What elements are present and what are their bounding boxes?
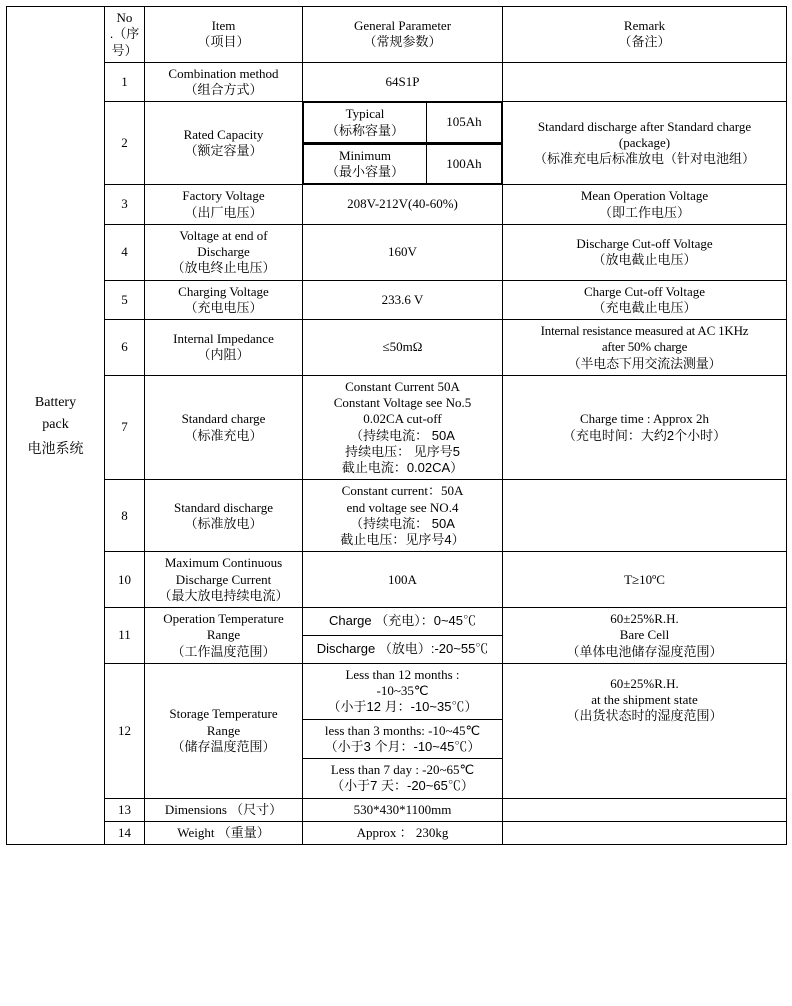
row-remark: T≥10ºC [503, 552, 787, 608]
param-line: 持续电压： 见序号5 [345, 443, 460, 459]
row-parameter-subcell [303, 102, 503, 144]
header-remark-cn: （备注） [618, 34, 671, 50]
header-parameter [303, 7, 503, 63]
param-line: 0.02CA cut-off [363, 411, 442, 427]
row-no: 8 [105, 480, 145, 552]
row-remark-en2: (package) [618, 135, 671, 151]
param-line: less than 3 months: -10~45℃ [324, 722, 481, 738]
table-row [7, 663, 787, 719]
row-no: 14 [105, 821, 145, 844]
row-item-cn: （工作温度范围） [171, 643, 276, 659]
row-item-en2: Range [206, 722, 241, 738]
param-line: Constant Current 50A [345, 378, 460, 394]
row-item [145, 375, 303, 480]
row-parameter: 160V [303, 224, 503, 280]
system-column-cell [7, 7, 105, 845]
row-parameter: 233.6 V [303, 280, 503, 320]
param-line: （小于12 月：-10~35℃） [327, 699, 478, 715]
table-row [7, 320, 787, 376]
row-remark [503, 320, 787, 376]
row-item [145, 552, 303, 608]
header-no-en: No [116, 10, 133, 25]
row-item [145, 480, 303, 552]
row-parameter: Charge （充电）：0~45℃ [303, 608, 503, 636]
row-item-cn: （储存温度范围） [171, 738, 276, 754]
row-remark [503, 280, 787, 320]
row-item-en: Rated Capacity [183, 127, 264, 142]
row-item [145, 102, 303, 185]
row-no: 3 [105, 185, 145, 225]
system-label-en2: pack [42, 417, 69, 433]
param-line: end voltage see NO.4 [346, 499, 459, 515]
row-remark [503, 102, 787, 185]
row-parameter: 530*430*1100mm [303, 798, 503, 821]
capacity-minimum-value: 100Ah [427, 144, 502, 184]
row-item-cn: （最大放电持续电流） [158, 587, 289, 603]
remark-line: （单体电池储存湿度范围） [566, 643, 723, 659]
row-remark [503, 608, 787, 664]
row-item-cn: （放电终止电压） [171, 260, 276, 276]
table-row [7, 798, 787, 821]
row-parameter [303, 719, 503, 759]
table-row [7, 102, 787, 144]
row-item-cn: （充电电压） [184, 299, 263, 315]
row-item-en: Standard discharge [173, 499, 274, 515]
table-row [7, 480, 787, 552]
param-line: Less than 12 months : [345, 666, 460, 682]
row-remark-en: Charge time : Approx 2h [579, 411, 710, 427]
capacity-typical-value: 105Ah [427, 103, 502, 143]
row-remark-cn: （标准充电后标准放电（针对电池组） [533, 151, 755, 167]
row-parameter: ≤50mΩ [303, 320, 503, 376]
row-item [145, 185, 303, 225]
system-label-en1: Battery [34, 394, 77, 410]
row-no: 13 [105, 798, 145, 821]
row-no: 1 [105, 62, 145, 102]
header-remark [503, 7, 787, 63]
row-parameter [303, 663, 503, 719]
param-line: （持续电流： 50A [350, 427, 455, 443]
row-remark-cn: （充电截止电压） [592, 299, 697, 315]
table-row [7, 280, 787, 320]
param-line: Constant current：50A [341, 483, 464, 499]
row-item-en: Standard charge [181, 411, 266, 427]
row-item [145, 320, 303, 376]
row-parameter: Discharge （放电）:-20~55℃ [303, 635, 503, 663]
row-parameter [303, 759, 503, 799]
remark-line: 60±25%R.H. [610, 611, 679, 626]
row-item-cn: （组合方式） [184, 82, 263, 97]
row-item-en2: Discharge Current [175, 571, 272, 587]
row-item-en1: Storage Temperature [169, 706, 278, 722]
row-remark-en: Discharge Cut-off Voltage [576, 235, 713, 251]
param-line: 截止电流：0.02CA） [341, 460, 464, 475]
row-parameter [303, 375, 503, 480]
row-no: 12 [105, 663, 145, 798]
param-line: Less than 7 day : -20~65℃ [330, 762, 475, 777]
system-label-cn: 电池系统 [27, 439, 84, 456]
row-remark [503, 62, 787, 102]
row-item [145, 280, 303, 320]
param-line: （持续电流： 50A [350, 515, 455, 531]
capacity-typical-label-en: Typical [345, 106, 385, 122]
row-remark-en1: Internal resistance measured at AC 1KHz [540, 323, 749, 338]
header-no-cn2: 号） [111, 42, 138, 58]
row-parameter: 64S1P [303, 62, 503, 102]
row-remark [503, 821, 787, 844]
header-parameter-en: General Parameter [353, 18, 452, 34]
table-header-row [7, 7, 787, 63]
param-line: -10~35℃ [376, 683, 429, 698]
table-row [7, 185, 787, 225]
row-parameter [303, 480, 503, 552]
capacity-minimum-label-en: Minimum [338, 147, 391, 163]
row-item: Dimensions （尺寸） [145, 798, 303, 821]
header-item [145, 7, 303, 63]
row-item-cn: （出厂电压） [184, 204, 263, 220]
table-row [7, 62, 787, 102]
row-remark [503, 480, 787, 552]
row-item-en1: Voltage at end of [179, 227, 268, 243]
row-parameter: 100A [303, 552, 503, 608]
row-remark [503, 663, 787, 798]
row-item-cn: （内阻） [197, 347, 250, 363]
row-item [145, 608, 303, 664]
header-parameter-cn: （常规参数） [363, 34, 442, 50]
row-remark-en: Mean Operation Voltage [580, 188, 709, 204]
row-item: Weight （重量） [145, 821, 303, 844]
row-remark [503, 798, 787, 821]
remark-line: at the shipment state [591, 692, 698, 707]
table-row [7, 552, 787, 608]
remark-line: 60±25%R.H. [610, 675, 679, 691]
row-parameter-subcell [303, 143, 503, 185]
header-remark-en: Remark [623, 18, 666, 34]
row-no: 7 [105, 375, 145, 480]
param-line: （小于7 天：-20~65℃） [331, 778, 474, 794]
row-no: 11 [105, 608, 145, 664]
row-parameter: 208V-212V(40-60%) [303, 185, 503, 225]
battery-specification-table [6, 6, 787, 845]
header-no-cn1: .（序 [109, 26, 140, 42]
header-item-cn: （项目） [197, 34, 250, 50]
table-row [7, 608, 787, 636]
row-item-en1: Operation Temperature [163, 611, 284, 626]
row-item-en1: Maximum Continuous [164, 555, 283, 571]
row-no: 5 [105, 280, 145, 320]
row-remark-cn: （放电截止电压） [592, 252, 697, 268]
param-line: （小于3 个月：-10~45℃） [324, 738, 481, 754]
row-remark-en: Charge Cut-off Voltage [583, 283, 706, 299]
row-item-cn: （标准充电） [184, 427, 263, 443]
row-remark-cn: （即工作电压） [598, 204, 690, 220]
row-item-en: Internal Impedance [173, 331, 274, 347]
row-remark-cn: （半电态下用交流法测量） [567, 355, 722, 371]
table-row [7, 375, 787, 480]
row-item-cn: （标准放电） [184, 515, 263, 531]
row-remark-en1: Standard discharge after Standard charge [537, 118, 752, 134]
capacity-typical-label-cn: （标称容量） [325, 122, 404, 138]
row-no: 10 [105, 552, 145, 608]
row-item [145, 663, 303, 798]
remark-line: Bare Cell [619, 627, 670, 643]
row-item-en: Charging Voltage [178, 283, 269, 299]
row-item-en2: Range [206, 627, 241, 643]
capacity-minimum-label-cn: （最小容量） [325, 164, 404, 179]
row-no: 2 [105, 102, 145, 185]
row-remark [503, 375, 787, 480]
table-row [7, 821, 787, 844]
row-remark [503, 185, 787, 225]
row-remark [503, 224, 787, 280]
param-line: 截止电压：见序号4） [340, 532, 465, 547]
row-no: 4 [105, 224, 145, 280]
remark-line: （出货状态时的湿度范围） [566, 708, 723, 724]
capacity-minimum-label [304, 144, 427, 184]
capacity-typical-label [304, 103, 427, 143]
row-item-en: Factory Voltage [182, 188, 265, 204]
header-no [105, 7, 145, 63]
row-item-en: Combination method [168, 65, 279, 81]
row-remark-en2: after 50% charge [601, 339, 688, 355]
row-no: 6 [105, 320, 145, 376]
row-remark-cn: （充电时间：大约2个小时） [562, 427, 727, 443]
table-row [7, 224, 787, 280]
header-item-en: Item [211, 18, 236, 34]
row-parameter: Approx ： 230kg [303, 821, 503, 844]
row-item-en2: Discharge [197, 244, 250, 259]
row-item [145, 62, 303, 102]
row-item [145, 224, 303, 280]
param-line: Constant Voltage see No.5 [333, 395, 472, 410]
row-item-cn: （额定容量） [184, 143, 263, 159]
